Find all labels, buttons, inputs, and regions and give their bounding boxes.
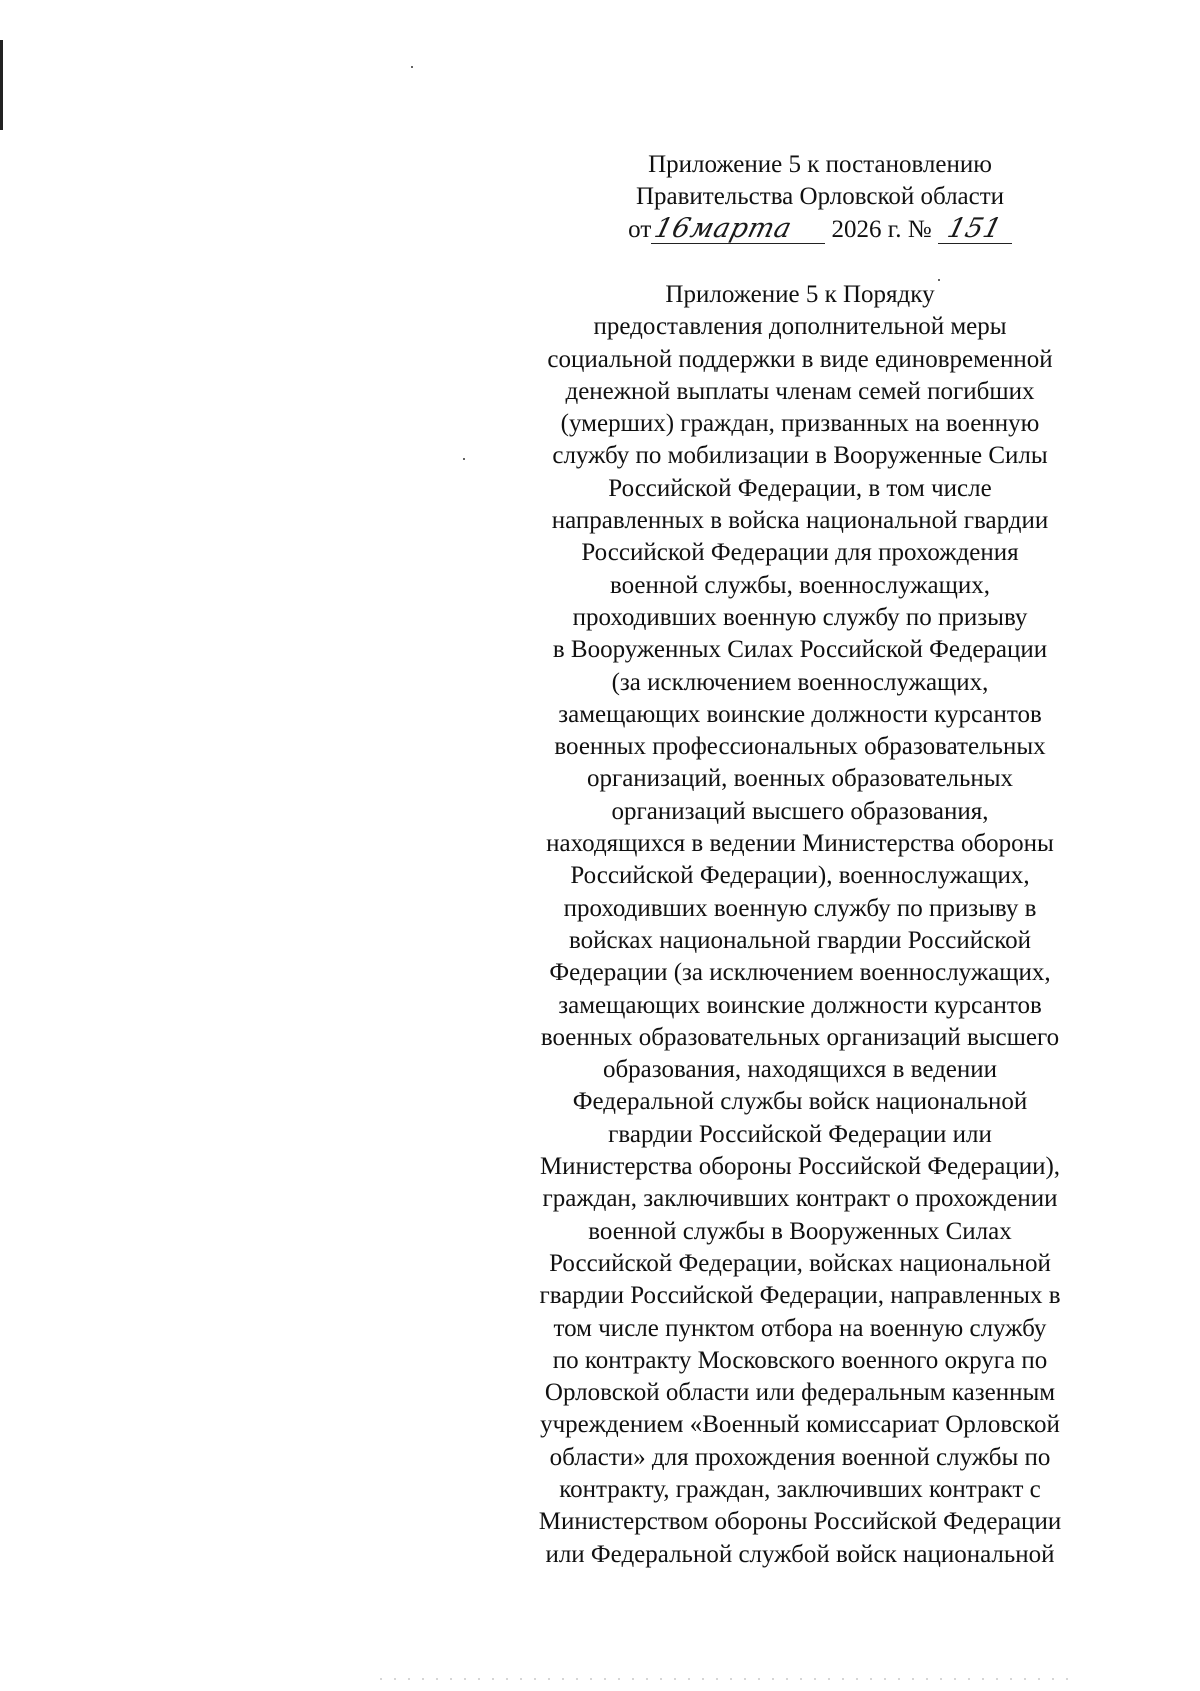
appendix-line: или Федеральной службой войск национальной bbox=[545, 1540, 1055, 1568]
appendix-line: граждан, заключивших контракт о прохождении bbox=[542, 1185, 1058, 1213]
appendix-line: военной службы в Вооруженных Силах bbox=[588, 1217, 1012, 1245]
appendix-line: службу по мобилизации в Вооруженные Силы bbox=[552, 442, 1048, 470]
appendix-line: Российской Федерации), военнослужащих, bbox=[570, 862, 1030, 890]
appendix-line: находящихся в ведении Министерства обороны bbox=[546, 830, 1054, 858]
handwritten-number-field bbox=[938, 212, 1012, 244]
appendix-line: Федерации (за исключением военнослужащих, bbox=[549, 959, 1051, 987]
handwritten-month: марта bbox=[686, 212, 795, 244]
scan-speck bbox=[411, 66, 413, 68]
approval-line-1: Приложение 5 к постановлению bbox=[648, 151, 992, 178]
appendix-line: организаций, военных образовательных bbox=[586, 765, 1014, 793]
scan-speck bbox=[463, 458, 465, 460]
appendix-line: Российской Федерации, в том числе bbox=[608, 474, 992, 502]
appendix-line: (умерших) граждан, призванных на военную bbox=[560, 410, 1040, 438]
appendix-line: образования, находящихся в ведении bbox=[602, 1056, 998, 1084]
date-prefix: от bbox=[628, 215, 652, 243]
appendix-line: по контракту Московского военного округа по bbox=[552, 1346, 1048, 1374]
appendix-line: области» для прохождения военной службы по bbox=[549, 1443, 1051, 1471]
appendix-line: замещающих воинские должности курсантов bbox=[558, 700, 1042, 728]
appendix-line: учреждением «Военный комиссариат Орловской bbox=[540, 1411, 1060, 1439]
appendix-line: (за исключением военнослужащих, bbox=[611, 668, 989, 696]
appendix-line: военной службы, военнослужащих, bbox=[609, 571, 991, 599]
appendix-line: направленных в войска национальной гвардии bbox=[551, 507, 1049, 535]
appendix-line: Министерства обороны Российской Федерации), bbox=[539, 1153, 1061, 1181]
appendix-line: Приложение 5 к Порядку bbox=[665, 281, 935, 308]
appendix-line: денежной выплаты членам семей погибших bbox=[565, 377, 1035, 405]
appendix-line: Орловской области или федеральным казенным bbox=[544, 1379, 1056, 1407]
scan-edge-mark bbox=[0, 40, 3, 130]
appendix-line: контракту, граждан, заключивших контракт с bbox=[559, 1475, 1041, 1503]
appendix-line: Российской Федерации для прохождения bbox=[581, 539, 1019, 567]
scan-noise-strip bbox=[380, 1678, 1080, 1680]
appendix-line: военных профессиональных образовательных bbox=[554, 733, 1046, 761]
approval-header bbox=[560, 149, 1080, 246]
handwritten-day: 16 bbox=[651, 212, 695, 244]
appendix-header bbox=[480, 279, 1120, 1571]
date-year-text: 2026 г. № bbox=[831, 215, 932, 243]
appendix-line: войсках национальной гвардии Российской bbox=[569, 926, 1031, 954]
appendix-line: проходивших военную службу по призыву в bbox=[563, 894, 1037, 922]
appendix-line: гвардии Российской Федерации или bbox=[608, 1120, 992, 1148]
appendix-line: Министерством обороны Российской Федерации bbox=[538, 1508, 1062, 1536]
handwritten-date-field bbox=[651, 212, 825, 244]
appendix-line: организаций высшего образования, bbox=[611, 797, 989, 825]
appendix-line: проходивших военную службу по призыву bbox=[572, 603, 1028, 631]
appendix-line: социальной поддержки в виде единовременной bbox=[547, 345, 1053, 373]
appendix-line: гвардии Российской Федерации, направленных в bbox=[539, 1282, 1061, 1310]
appendix-line: предоставления дополнительной меры bbox=[593, 313, 1007, 341]
approval-line-2: Правительства Орловской области bbox=[635, 183, 1005, 211]
handwritten-number: 151 bbox=[944, 212, 1006, 244]
approval-date-line bbox=[560, 214, 1080, 246]
appendix-line: Федеральной службы войск национальной bbox=[572, 1088, 1028, 1116]
appendix-line: том числе пунктом отбора на военную службу bbox=[553, 1314, 1047, 1342]
appendix-line: замещающих воинские должности курсантов bbox=[558, 991, 1042, 1019]
appendix-line: Российской Федерации, войсках национальной bbox=[549, 1249, 1051, 1277]
appendix-line: военных образовательных организаций высшего bbox=[540, 1023, 1060, 1051]
appendix-line: в Вооруженных Силах Российской Федерации bbox=[552, 636, 1048, 664]
